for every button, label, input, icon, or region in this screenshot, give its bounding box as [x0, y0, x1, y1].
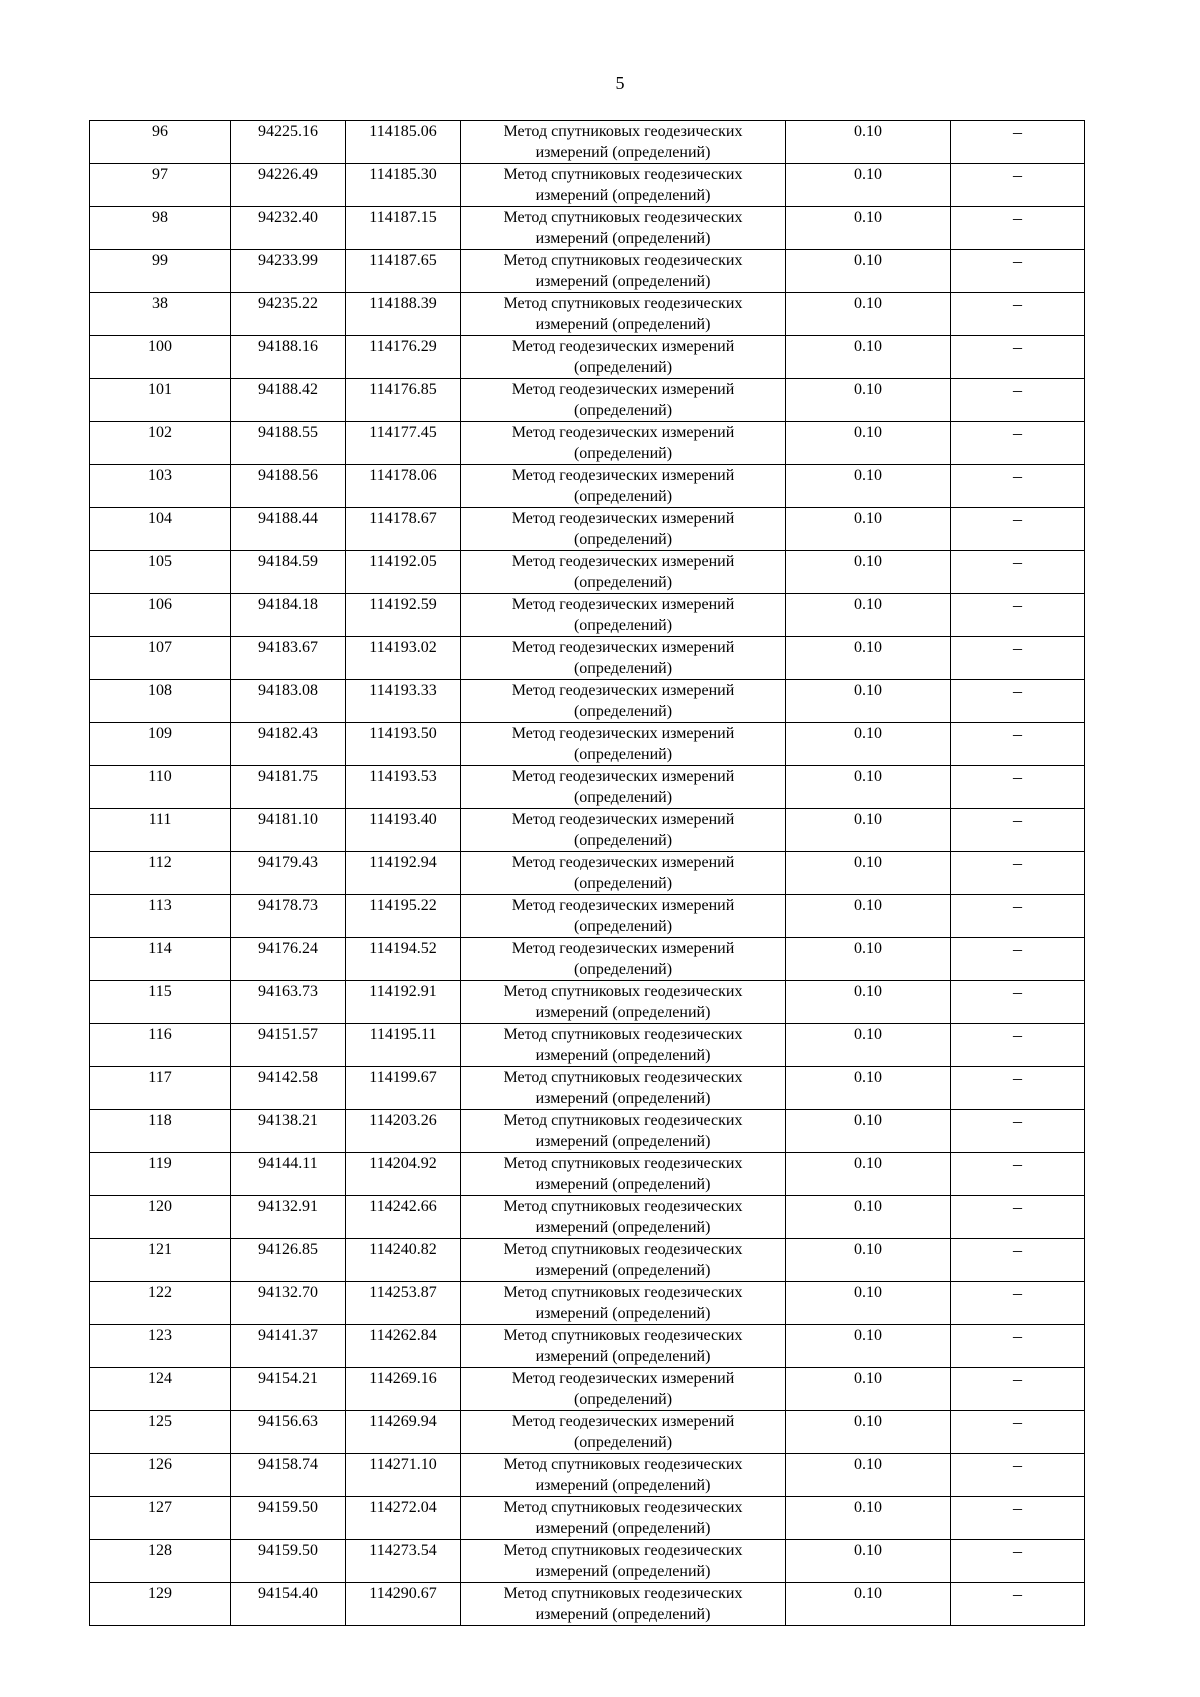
point-number-cell: 104 [90, 508, 231, 551]
x-coordinate-cell: 94159.50 [231, 1497, 346, 1540]
x-coordinate-cell: 94184.59 [231, 551, 346, 594]
method-cell: Метод спутниковых геодезических измерений (определений) [461, 1110, 786, 1153]
y-coordinate-cell: 114290.67 [346, 1583, 461, 1626]
point-number-cell: 129 [90, 1583, 231, 1626]
table-row [90, 1239, 1085, 1282]
method-cell: Метод геодезических измерений (определений) [461, 422, 786, 465]
table-row [90, 594, 1085, 637]
table-row [90, 508, 1085, 551]
point-number-cell: 125 [90, 1411, 231, 1454]
note-cell: – [951, 1325, 1085, 1368]
y-coordinate-cell: 114269.94 [346, 1411, 461, 1454]
point-number-cell: 124 [90, 1368, 231, 1411]
point-number-cell: 103 [90, 465, 231, 508]
method-cell: Метод спутниковых геодезических измерений (определений) [461, 164, 786, 207]
note-cell: – [951, 1067, 1085, 1110]
method-cell: Метод геодезических измерений (определений) [461, 637, 786, 680]
table-row [90, 1067, 1085, 1110]
method-cell: Метод спутниковых геодезических измерений (определений) [461, 1282, 786, 1325]
x-coordinate-cell: 94126.85 [231, 1239, 346, 1282]
table-row [90, 1583, 1085, 1626]
table-row [90, 336, 1085, 379]
point-number-cell: 122 [90, 1282, 231, 1325]
table-row [90, 1497, 1085, 1540]
point-number-cell: 126 [90, 1454, 231, 1497]
point-number-cell: 121 [90, 1239, 231, 1282]
accuracy-cell: 0.10 [786, 207, 951, 250]
y-coordinate-cell: 114192.59 [346, 594, 461, 637]
point-number-cell: 107 [90, 637, 231, 680]
x-coordinate-cell: 94132.70 [231, 1282, 346, 1325]
table-row [90, 1196, 1085, 1239]
x-coordinate-cell: 94151.57 [231, 1024, 346, 1067]
accuracy-cell: 0.10 [786, 809, 951, 852]
accuracy-cell: 0.10 [786, 121, 951, 164]
x-coordinate-cell: 94188.42 [231, 379, 346, 422]
table-row [90, 551, 1085, 594]
table-row [90, 1024, 1085, 1067]
table-row [90, 465, 1085, 508]
y-coordinate-cell: 114176.85 [346, 379, 461, 422]
x-coordinate-cell: 94176.24 [231, 938, 346, 981]
accuracy-cell: 0.10 [786, 1024, 951, 1067]
table-row [90, 250, 1085, 293]
method-cell: Метод спутниковых геодезических измерений (определений) [461, 1239, 786, 1282]
y-coordinate-cell: 114195.11 [346, 1024, 461, 1067]
note-cell: – [951, 1282, 1085, 1325]
method-cell: Метод спутниковых геодезических измерений (определений) [461, 121, 786, 164]
table-row [90, 1411, 1085, 1454]
note-cell: – [951, 594, 1085, 637]
y-coordinate-cell: 114195.22 [346, 895, 461, 938]
x-coordinate-cell: 94225.16 [231, 121, 346, 164]
note-cell: – [951, 1454, 1085, 1497]
point-number-cell: 38 [90, 293, 231, 336]
method-cell: Метод геодезических измерений (определений) [461, 680, 786, 723]
note-cell: – [951, 1110, 1085, 1153]
note-cell: – [951, 723, 1085, 766]
accuracy-cell: 0.10 [786, 852, 951, 895]
x-coordinate-cell: 94183.08 [231, 680, 346, 723]
y-coordinate-cell: 114240.82 [346, 1239, 461, 1282]
method-cell: Метод спутниковых геодезических измерений (определений) [461, 293, 786, 336]
method-cell: Метод геодезических измерений (определений) [461, 465, 786, 508]
accuracy-cell: 0.10 [786, 293, 951, 336]
accuracy-cell: 0.10 [786, 637, 951, 680]
note-cell: – [951, 1583, 1085, 1626]
note-cell: – [951, 551, 1085, 594]
point-number-cell: 113 [90, 895, 231, 938]
point-number-cell: 119 [90, 1153, 231, 1196]
accuracy-cell: 0.10 [786, 895, 951, 938]
point-number-cell: 101 [90, 379, 231, 422]
method-cell: Метод спутниковых геодезических измерений (определений) [461, 1024, 786, 1067]
y-coordinate-cell: 114178.06 [346, 465, 461, 508]
point-number-cell: 105 [90, 551, 231, 594]
y-coordinate-cell: 114185.30 [346, 164, 461, 207]
x-coordinate-cell: 94188.16 [231, 336, 346, 379]
note-cell: – [951, 1411, 1085, 1454]
x-coordinate-cell: 94178.73 [231, 895, 346, 938]
y-coordinate-cell: 114199.67 [346, 1067, 461, 1110]
note-cell: – [951, 508, 1085, 551]
note-cell: – [951, 1368, 1085, 1411]
accuracy-cell: 0.10 [786, 379, 951, 422]
note-cell: – [951, 680, 1085, 723]
x-coordinate-cell: 94232.40 [231, 207, 346, 250]
point-number-cell: 109 [90, 723, 231, 766]
table-row [90, 981, 1085, 1024]
table-row [90, 852, 1085, 895]
note-cell: – [951, 207, 1085, 250]
y-coordinate-cell: 114178.67 [346, 508, 461, 551]
point-number-cell: 127 [90, 1497, 231, 1540]
table-row [90, 1110, 1085, 1153]
table-row [90, 1454, 1085, 1497]
x-coordinate-cell: 94141.37 [231, 1325, 346, 1368]
note-cell: – [951, 379, 1085, 422]
method-cell: Метод геодезических измерений (определений) [461, 895, 786, 938]
y-coordinate-cell: 114193.53 [346, 766, 461, 809]
x-coordinate-cell: 94183.67 [231, 637, 346, 680]
accuracy-cell: 0.10 [786, 1497, 951, 1540]
y-coordinate-cell: 114271.10 [346, 1454, 461, 1497]
x-coordinate-cell: 94188.55 [231, 422, 346, 465]
x-coordinate-cell: 94188.44 [231, 508, 346, 551]
method-cell: Метод спутниковых геодезических измерений (определений) [461, 1325, 786, 1368]
method-cell: Метод геодезических измерений (определений) [461, 508, 786, 551]
table-row [90, 766, 1085, 809]
y-coordinate-cell: 114272.04 [346, 1497, 461, 1540]
accuracy-cell: 0.10 [786, 723, 951, 766]
y-coordinate-cell: 114187.65 [346, 250, 461, 293]
y-coordinate-cell: 114193.40 [346, 809, 461, 852]
note-cell: – [951, 637, 1085, 680]
x-coordinate-cell: 94144.11 [231, 1153, 346, 1196]
method-cell: Метод геодезических измерений (определений) [461, 766, 786, 809]
note-cell: – [951, 250, 1085, 293]
note-cell: – [951, 121, 1085, 164]
x-coordinate-cell: 94182.43 [231, 723, 346, 766]
y-coordinate-cell: 114269.16 [346, 1368, 461, 1411]
accuracy-cell: 0.10 [786, 508, 951, 551]
accuracy-cell: 0.10 [786, 164, 951, 207]
table-row [90, 637, 1085, 680]
accuracy-cell: 0.10 [786, 250, 951, 293]
table-row [90, 723, 1085, 766]
point-number-cell: 110 [90, 766, 231, 809]
x-coordinate-cell: 94181.10 [231, 809, 346, 852]
accuracy-cell: 0.10 [786, 1239, 951, 1282]
note-cell: – [951, 1540, 1085, 1583]
x-coordinate-cell: 94163.73 [231, 981, 346, 1024]
accuracy-cell: 0.10 [786, 1368, 951, 1411]
table-row [90, 680, 1085, 723]
note-cell: – [951, 981, 1085, 1024]
note-cell: – [951, 1196, 1085, 1239]
x-coordinate-cell: 94235.22 [231, 293, 346, 336]
point-number-cell: 102 [90, 422, 231, 465]
y-coordinate-cell: 114253.87 [346, 1282, 461, 1325]
accuracy-cell: 0.10 [786, 465, 951, 508]
note-cell: – [951, 1153, 1085, 1196]
accuracy-cell: 0.10 [786, 981, 951, 1024]
point-number-cell: 120 [90, 1196, 231, 1239]
method-cell: Метод спутниковых геодезических измерений (определений) [461, 1540, 786, 1583]
note-cell: – [951, 293, 1085, 336]
method-cell: Метод геодезических измерений (определений) [461, 938, 786, 981]
accuracy-cell: 0.10 [786, 422, 951, 465]
note-cell: – [951, 852, 1085, 895]
note-cell: – [951, 766, 1085, 809]
y-coordinate-cell: 114176.29 [346, 336, 461, 379]
accuracy-cell: 0.10 [786, 1540, 951, 1583]
x-coordinate-cell: 94179.43 [231, 852, 346, 895]
note-cell: – [951, 1239, 1085, 1282]
accuracy-cell: 0.10 [786, 1067, 951, 1110]
table-row [90, 422, 1085, 465]
point-number-cell: 97 [90, 164, 231, 207]
note-cell: – [951, 809, 1085, 852]
table-row [90, 895, 1085, 938]
note-cell: – [951, 1497, 1085, 1540]
x-coordinate-cell: 94233.99 [231, 250, 346, 293]
table-row [90, 1282, 1085, 1325]
point-number-cell: 123 [90, 1325, 231, 1368]
accuracy-cell: 0.10 [786, 680, 951, 723]
point-number-cell: 106 [90, 594, 231, 637]
y-coordinate-cell: 114185.06 [346, 121, 461, 164]
y-coordinate-cell: 114242.66 [346, 1196, 461, 1239]
x-coordinate-cell: 94159.50 [231, 1540, 346, 1583]
method-cell: Метод спутниковых геодезических измерений (определений) [461, 1067, 786, 1110]
method-cell: Метод спутниковых геодезических измерений (определений) [461, 1497, 786, 1540]
y-coordinate-cell: 114273.54 [346, 1540, 461, 1583]
note-cell: – [951, 465, 1085, 508]
accuracy-cell: 0.10 [786, 766, 951, 809]
table-row [90, 121, 1085, 164]
method-cell: Метод геодезических измерений (определений) [461, 723, 786, 766]
y-coordinate-cell: 114193.02 [346, 637, 461, 680]
method-cell: Метод спутниковых геодезических измерений (определений) [461, 250, 786, 293]
y-coordinate-cell: 114187.15 [346, 207, 461, 250]
point-number-cell: 96 [90, 121, 231, 164]
method-cell: Метод геодезических измерений (определений) [461, 1368, 786, 1411]
accuracy-cell: 0.10 [786, 1196, 951, 1239]
table-row [90, 938, 1085, 981]
point-number-cell: 111 [90, 809, 231, 852]
table-row [90, 164, 1085, 207]
method-cell: Метод спутниковых геодезических измерений (определений) [461, 1583, 786, 1626]
note-cell: – [951, 938, 1085, 981]
y-coordinate-cell: 114193.50 [346, 723, 461, 766]
x-coordinate-cell: 94184.18 [231, 594, 346, 637]
accuracy-cell: 0.10 [786, 551, 951, 594]
method-cell: Метод геодезических измерений (определений) [461, 551, 786, 594]
method-cell: Метод геодезических измерений (определений) [461, 594, 786, 637]
method-cell: Метод спутниковых геодезических измерений (определений) [461, 1153, 786, 1196]
x-coordinate-cell: 94154.21 [231, 1368, 346, 1411]
table-row [90, 379, 1085, 422]
accuracy-cell: 0.10 [786, 1454, 951, 1497]
y-coordinate-cell: 114204.92 [346, 1153, 461, 1196]
accuracy-cell: 0.10 [786, 336, 951, 379]
method-cell: Метод спутниковых геодезических измерений (определений) [461, 1454, 786, 1497]
method-cell: Метод геодезических измерений (определений) [461, 336, 786, 379]
table-row [90, 207, 1085, 250]
x-coordinate-cell: 94188.56 [231, 465, 346, 508]
y-coordinate-cell: 114194.52 [346, 938, 461, 981]
coordinates-table-body [90, 121, 1085, 1626]
y-coordinate-cell: 114193.33 [346, 680, 461, 723]
x-coordinate-cell: 94226.49 [231, 164, 346, 207]
accuracy-cell: 0.10 [786, 1153, 951, 1196]
x-coordinate-cell: 94138.21 [231, 1110, 346, 1153]
accuracy-cell: 0.10 [786, 1110, 951, 1153]
table-row [90, 1325, 1085, 1368]
point-number-cell: 100 [90, 336, 231, 379]
point-number-cell: 99 [90, 250, 231, 293]
y-coordinate-cell: 114262.84 [346, 1325, 461, 1368]
table-row [90, 809, 1085, 852]
point-number-cell: 112 [90, 852, 231, 895]
point-number-cell: 115 [90, 981, 231, 1024]
point-number-cell: 108 [90, 680, 231, 723]
method-cell: Метод спутниковых геодезических измерений (определений) [461, 207, 786, 250]
method-cell: Метод геодезических измерений (определений) [461, 852, 786, 895]
table-row [90, 1368, 1085, 1411]
point-number-cell: 118 [90, 1110, 231, 1153]
y-coordinate-cell: 114177.45 [346, 422, 461, 465]
accuracy-cell: 0.10 [786, 1411, 951, 1454]
point-number-cell: 98 [90, 207, 231, 250]
point-number-cell: 128 [90, 1540, 231, 1583]
accuracy-cell: 0.10 [786, 1282, 951, 1325]
table-row [90, 1153, 1085, 1196]
x-coordinate-cell: 94132.91 [231, 1196, 346, 1239]
x-coordinate-cell: 94142.58 [231, 1067, 346, 1110]
method-cell: Метод геодезических измерений (определений) [461, 379, 786, 422]
accuracy-cell: 0.10 [786, 1325, 951, 1368]
point-number-cell: 117 [90, 1067, 231, 1110]
table-row [90, 1540, 1085, 1583]
point-number-cell: 114 [90, 938, 231, 981]
y-coordinate-cell: 114188.39 [346, 293, 461, 336]
y-coordinate-cell: 114192.94 [346, 852, 461, 895]
table-row [90, 293, 1085, 336]
y-coordinate-cell: 114192.05 [346, 551, 461, 594]
page-number: 5 [615, 73, 625, 93]
note-cell: – [951, 164, 1085, 207]
note-cell: – [951, 1024, 1085, 1067]
method-cell: Метод спутниковых геодезических измерений (определений) [461, 981, 786, 1024]
note-cell: – [951, 422, 1085, 465]
x-coordinate-cell: 94154.40 [231, 1583, 346, 1626]
method-cell: Метод геодезических измерений (определений) [461, 809, 786, 852]
accuracy-cell: 0.10 [786, 594, 951, 637]
point-number-cell: 116 [90, 1024, 231, 1067]
x-coordinate-cell: 94181.75 [231, 766, 346, 809]
coordinates-table [89, 120, 1085, 1626]
y-coordinate-cell: 114192.91 [346, 981, 461, 1024]
x-coordinate-cell: 94158.74 [231, 1454, 346, 1497]
y-coordinate-cell: 114203.26 [346, 1110, 461, 1153]
accuracy-cell: 0.10 [786, 938, 951, 981]
x-coordinate-cell: 94156.63 [231, 1411, 346, 1454]
method-cell: Метод спутниковых геодезических измерений (определений) [461, 1196, 786, 1239]
note-cell: – [951, 895, 1085, 938]
method-cell: Метод геодезических измерений (определений) [461, 1411, 786, 1454]
accuracy-cell: 0.10 [786, 1583, 951, 1626]
note-cell: – [951, 336, 1085, 379]
